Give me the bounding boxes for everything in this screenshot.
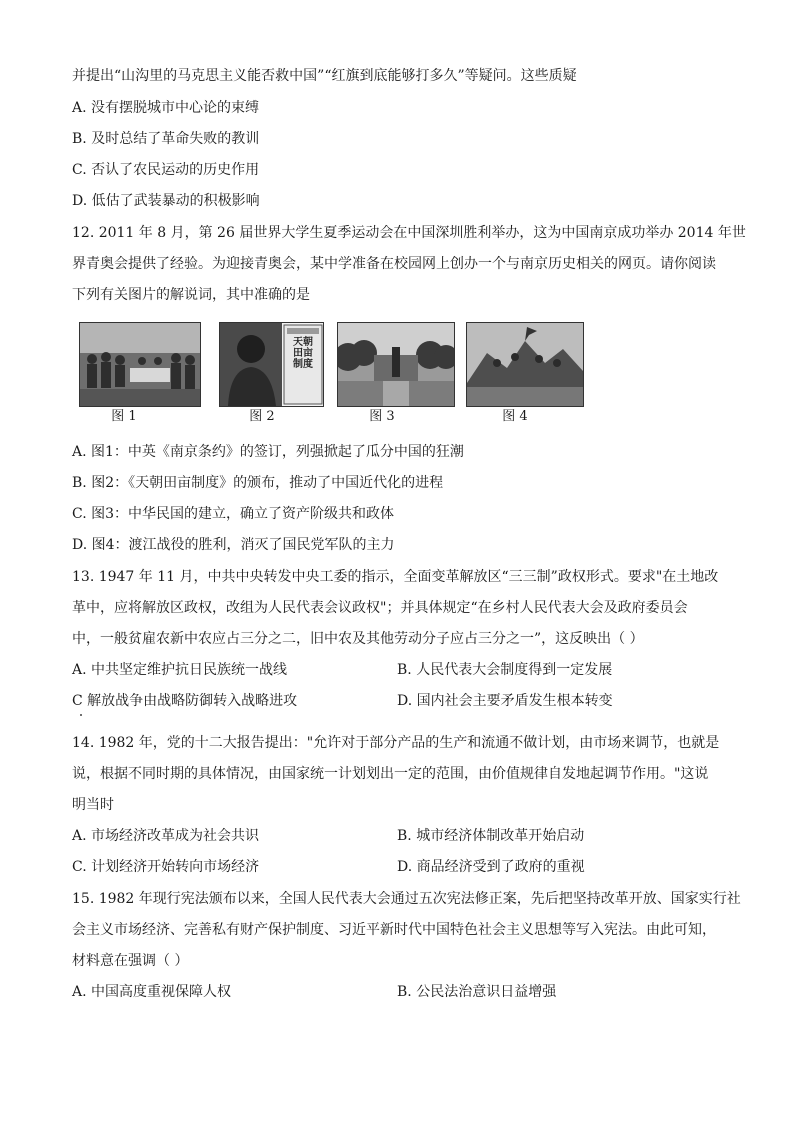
q13-option-d: D. 国内社会主要矛盾发生根本转变	[397, 693, 613, 709]
q12-stem-line-2: 界青奥会提供了经验。为迎接青奥会，某中学准备在校园网上创办一个与南京历史相关的网页。请你阅读	[72, 256, 716, 272]
q15-stem-line-3: 材料意在强调（ ）	[72, 953, 189, 969]
figure-2-caption: 图 2	[249, 409, 275, 424]
q14-option-d: D. 商品经济受到了政府的重视	[397, 859, 585, 875]
q14-option-a: A. 市场经济改革成为社会共识	[72, 828, 260, 844]
book-title-text: 天朝田亩制度	[293, 337, 313, 370]
q15-option-b: B. 公民法治意识日益增强	[397, 984, 557, 1000]
q12-option-c: C. 图3：中华民国的建立，确立了资产阶级共和政体	[72, 506, 395, 522]
q14-stem-line-3: 明当时	[72, 797, 114, 813]
q11-option-b: B. 及时总结了革命失败的教训	[72, 131, 260, 147]
q12-stem-line-3: 下列有关图片的解说词，其中准确的是	[72, 287, 310, 303]
q14-option-c: C. 计划经济开始转向市场经济	[72, 859, 260, 875]
battle-monument-photo	[466, 322, 584, 407]
q13-stem-line-3: 中，一般贫雇农新中农应占三分之二，旧中农及其他劳动分子应占三分之一”，这反映出（ ）	[72, 631, 644, 647]
q13-option-c: C 解放战争由战略防御转入战略进攻	[72, 693, 298, 709]
q15-option-a: A. 中国高度重视保障人权	[72, 984, 232, 1000]
q12-stem-line-1: 12. 2011 年 8 月，第 26 届世界大学生夏季运动会在中国深圳胜利举办，这为中国南京成功举办 2014 年世	[72, 225, 746, 241]
q13-option-a: A. 中共坚定维护抗日民族统一战线	[72, 662, 288, 678]
figure-3-caption: 图 3	[369, 409, 395, 424]
q15-stem-line-1: 15. 1982 年现行宪法颁布以来，全国人民代表大会通过五次宪法修正案，先后把坚持改革开放、国家实行社	[72, 891, 741, 907]
q13-stem-line-1: 13. 1947 年 11 月，中共中央转发中央工委的指示，全面变革解放区“三三制”政权形式。要求"在土地改	[72, 569, 719, 585]
q15-stem-line-2: 会主义市场经济、完善私有财产保护制度、习近平新时代中国特色社会主义思想等写入宪法。由此可知，	[72, 922, 716, 938]
q11-stem-line: 并提出“山沟里的马克思主义能否救中国”“红旗到底能够打多久”等疑问。这些质疑	[72, 68, 577, 84]
q14-option-b: B. 城市经济体制改革开始启动	[397, 828, 585, 844]
statue-and-book-photo	[219, 322, 324, 407]
q13-stem-line-2: 革中，应将解放区政权，改组为人民代表会议政权"；并具体规定“在乡村人民代表大会及政府委员会	[72, 600, 688, 616]
figure-1-caption: 图 1	[111, 409, 137, 424]
q12-option-d: D. 图4：渡江战役的胜利，消灭了国民党军队的主力	[72, 537, 395, 553]
figure-4-caption: 图 4	[502, 409, 528, 424]
q11-option-d: D. 低估了武装暴动的积极影响	[72, 193, 260, 209]
presidential-palace-photo	[337, 322, 455, 407]
stray-dot	[80, 714, 82, 716]
q13-option-b: B. 人民代表大会制度得到一定发展	[397, 662, 613, 678]
q11-option-a: A. 没有摆脱城市中心论的束缚	[72, 100, 260, 116]
q12-option-b: B. 图2：《天朝田亩制度》的颁布，推动了中国近代化的进程	[72, 475, 444, 491]
q11-option-c: C. 否认了农民运动的历史作用	[72, 162, 260, 178]
q14-stem-line-2: 说，根据不同时期的具体情况，由国家统一计划划出一定的范围，由价值规律自发地起调节作用。"这说	[72, 766, 709, 782]
q14-stem-line-1: 14. 1982 年，党的十二大报告提出："允许对于部分产品的生产和流通不做计划，由市场来调节，也就是	[72, 735, 720, 751]
treaty-signing-photo	[79, 322, 201, 407]
q12-option-a: A. 图1：中英《南京条约》的签订，列强掀起了瓜分中国的狂潮	[72, 444, 464, 460]
